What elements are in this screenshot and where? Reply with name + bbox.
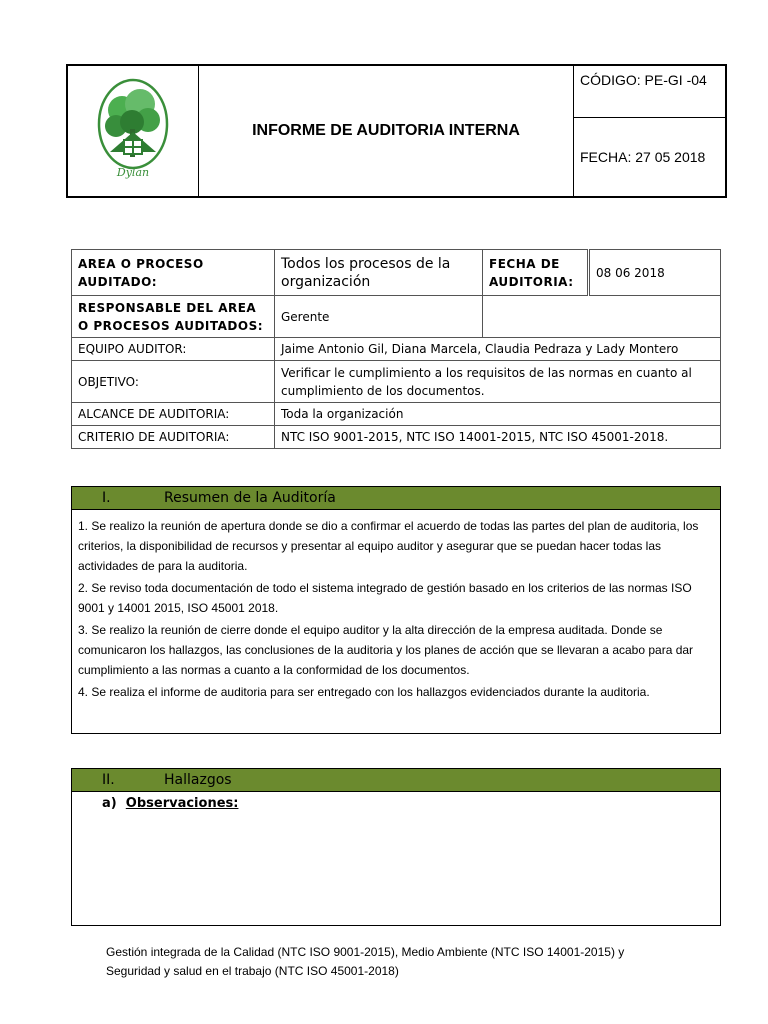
findings-section-number: II. <box>102 772 115 788</box>
area-label: AREA O PROCESO AUDITADO: <box>72 250 275 296</box>
audit-info-table <box>71 249 721 449</box>
summary-item: 3. Se realizo la reunión de cierre donde el equipo auditor y la alta dirección de la empresa auditada. Donde se comunicaron los hallazgos, las conclusiones de la auditoria y los planes de acción que se llevaran a acabo para dar cumplimiento a las normas a cuanto a la conformidad de los documentos. <box>78 623 694 677</box>
responsible-value: Gerente <box>275 296 483 338</box>
empty-cell <box>483 296 721 338</box>
summary-item: 4. Se realiza el informe de auditoria para ser entregado con los hallazgos evidenciados durante la auditoria. <box>78 685 650 699</box>
responsible-label: RESPONSABLE DEL AREA O PROCESOS AUDITADOS: <box>72 296 275 338</box>
page-footer <box>106 943 706 981</box>
tree-house-logo-icon <box>88 74 178 184</box>
findings-section-title: Hallazgos <box>164 772 232 788</box>
objective-label: OBJETIVO: <box>72 361 275 403</box>
team-value: Jaime Antonio Gil, Diana Marcela, Claudia Pedraza y Lady Montero <box>275 338 721 361</box>
document-header <box>66 64 727 198</box>
summary-section-title: Resumen de la Auditoría <box>164 490 336 506</box>
logo-cell <box>67 65 199 197</box>
document-title: INFORME DE AUDITORIA INTERNA <box>199 65 574 197</box>
observations-marker: a) <box>102 796 117 811</box>
area-value: Todos los procesos de la organización <box>275 250 483 296</box>
observations-title: Observaciones: <box>125 796 239 811</box>
scope-label: ALCANCE DE AUDITORIA: <box>72 403 275 426</box>
audit-date-value: 08 06 2018 <box>589 250 721 296</box>
summary-item: 2. Se reviso toda documentación de todo el sistema integrado de gestión basado en los criterios de las normas ISO 9001 y 14001 2015, ISO 45001 2018. <box>78 581 692 615</box>
footer-line: Gestión integrada de la Calidad (NTC ISO 9001-2015), Medio Ambiente (NTC ISO 14001-2015) y <box>106 945 625 959</box>
summary-section-header <box>71 486 721 510</box>
summary-item: 1. Se realizo la reunión de apertura donde se dio a confirmar el acuerdo de todas las partes del plan de auditoria, los criterios, la disponibilidad de recursos y presentar al equipo auditor y asegurar que se puedan hacer todas las actividades de para la auditoria. <box>78 519 699 573</box>
criteria-label: CRITERIO DE AUDITORIA: <box>72 426 275 449</box>
audit-date-label: FECHA DE AUDITORIA: <box>483 250 589 296</box>
document-code: CÓDIGO: PE-GI -04 <box>574 65 727 117</box>
criteria-value: NTC ISO 9001-2015, NTC ISO 14001-2015, NTC ISO 45001-2018. <box>275 426 721 449</box>
findings-section <box>71 768 721 926</box>
findings-section-header <box>71 768 721 792</box>
findings-section-body <box>71 792 721 926</box>
document-date: FECHA: 27 05 2018 <box>574 117 727 197</box>
summary-section-number: I. <box>102 490 111 506</box>
logo-text: Dylan <box>116 166 150 179</box>
objective-value: Verificar le cumplimiento a los requisitos de las normas en cuanto al cumplimiento de los documentos. <box>275 361 721 403</box>
summary-section <box>71 486 721 734</box>
summary-section-body <box>71 510 721 734</box>
scope-value: Toda la organización <box>275 403 721 426</box>
team-label: EQUIPO AUDITOR: <box>72 338 275 361</box>
footer-line: Seguridad y salud en el trabajo (NTC ISO 45001-2018) <box>106 964 399 978</box>
